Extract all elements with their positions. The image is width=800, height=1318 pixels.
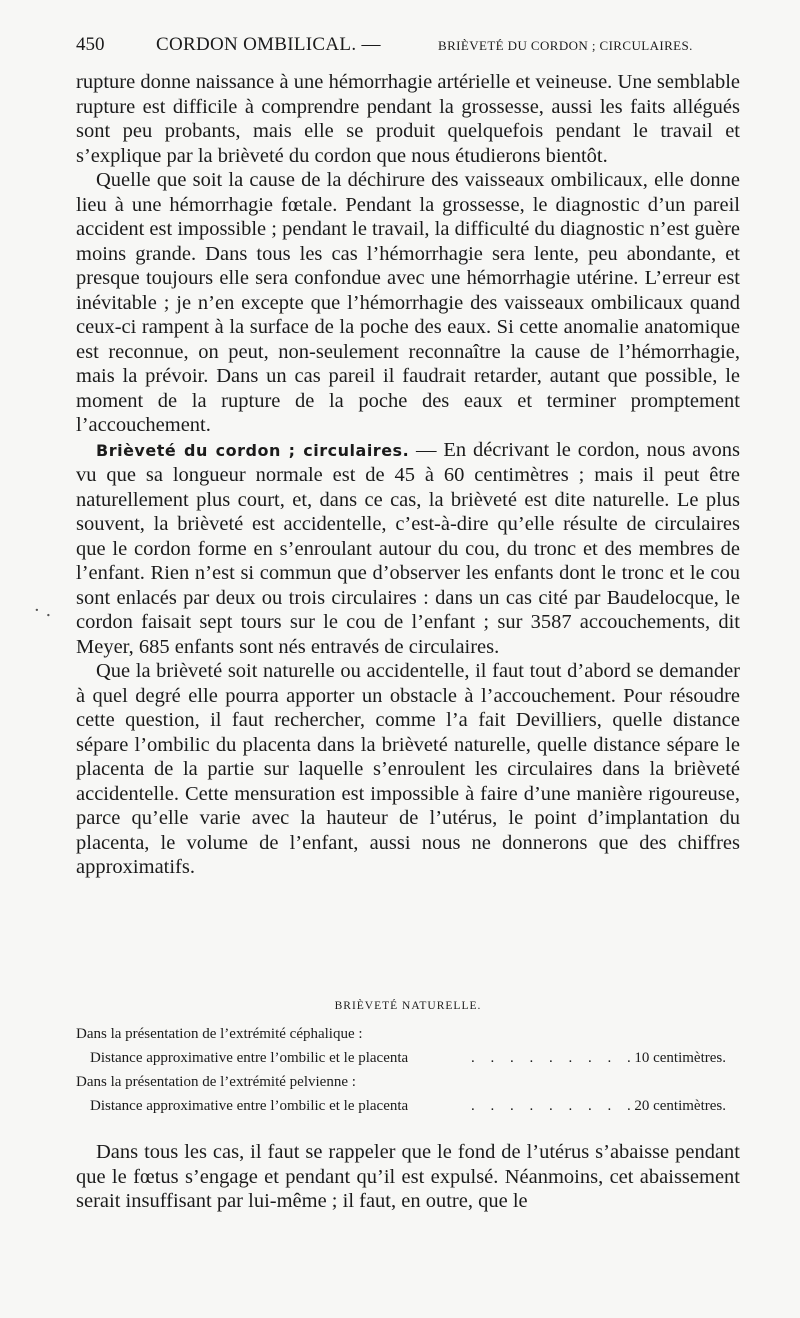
paragraph-with-heading [76, 438, 740, 660]
header-title-text: CORDON OMBILICAL. [156, 34, 357, 55]
measurement-table [76, 1000, 740, 1118]
row-label: Distance approximative entre l’ombilic et le placenta [90, 1050, 409, 1066]
paragraph: Quelle que soit la cause de la déchirure des vaisseaux ombilicaux, elle donne lieu à une hémorrhagie fœtale. Pendant la grossesse, le diagnostic d’un pareil accident est impossible ; pendant le travail, la difficulté du diagnostic n’est guère moins grande. Dans tous les cas l’hémorrhagie sera lente, peu abondante, et presque toujours elle sera confondue avec une hémorrhagie utérine. L’erreur est inévitable ; je n’en excepte que l’hémorrhagie des vaisseaux ombilicaux quand ceux-ci rampent à la surface de la poche des eaux. Si cette anomalie anatomique est reconnue, on peut, non-seulement reconnaître la cause de l’hémorrhagie, mais la prévoir. Dans un cas pareil il faudrait retarder, autant que possible, le moment de la rupture de la poche des eaux et terminer promptement l’accouchement. [76, 169, 740, 436]
running-header [76, 34, 756, 60]
table-row [76, 1022, 740, 1046]
page-number: 450 [76, 34, 105, 55]
row-value: 10 centimètres. [634, 1050, 726, 1066]
row-label: Distance approximative entre l’ombilic et le placenta [90, 1098, 409, 1114]
table-row [76, 1046, 740, 1070]
leader-dots: . . . . . . . . . [471, 1050, 637, 1066]
paragraph: Que la brièveté soit naturelle ou accidentelle, il faut tout d’abord se demander à quel degré elle pourra apporter un obstacle à l’accouchement. Pour résoudre cette question, il faut rechercher, comme l’a fait Devilliers, quelle distance sépare l’ombilic du placenta dans la brièveté naturelle, quelle distance sépare le placenta de la partie sur laquelle s’enroulent les circulaires dans la brièveté accidentelle. Cette mensuration est impossible à faire d’une manière rigoureuse, parce qu’elle varie avec la hauteur de l’utérus, le point d’implantation du placenta, le volume de l’enfant, aussi nous ne donnerons que des chiffres approximatifs. [76, 660, 740, 878]
closing-text [76, 1140, 740, 1214]
header-title [156, 34, 381, 56]
paragraph: Dans tous les cas, il faut se rappeler que le fond de l’utérus s’abaisse pendant que le fœtus s’engage et pendant qu’il est expulsé. Néanmoins, cet abaissement serait insuffisant par lui-même ; il faut, en outre, que le [76, 1141, 740, 1212]
header-subtitle: BRIÈVETÉ DU CORDON ; CIRCULAIRES. [438, 38, 693, 53]
row-label: Dans la présentation de l’extrémité pelvienne : [76, 1074, 356, 1090]
section-dash: — [409, 438, 444, 461]
header-dash: — [361, 34, 381, 55]
body-text [76, 70, 740, 880]
table-row [76, 1094, 740, 1118]
leader-dots: . . . . . . . . . [471, 1098, 637, 1114]
row-value: 20 centimètres. [634, 1098, 726, 1114]
paragraph: rupture donne naissance à une hémorrhagie artérielle et veineuse. Une semblable rupture est difficile à comprendre pendant la grossesse, aussi les faits allégués sont peu probants, mais elle se produit quelquefois pendant le travail et s’explique par la brièveté du cordon que nous étudierons bientôt. [76, 71, 740, 167]
table-title: BRIÈVETÉ NATURELLE. [334, 1000, 482, 1012]
paragraph-text: En décrivant le cordon, nous avons vu que sa longueur normale est de 45 à 60 centimètres ; mais il peut être naturellement plus court, et, dans ce cas, la brièveté est dite naturelle. Le plus souvent, la brièveté est accidentelle, c’est-à-dire qu’elle résulte de circulaires que le cordon forme en s’enroulant autour du cou, du tronc et des membres de l’enfant. Rien n’est si commun que d’observer les enfants dont le tronc et le cou sont enlacés par deux ou trois circulaires : dans un cas cité par Baudelocque, le cordon faisait sept tours sur le cou de l’enfant ; sur 3587 accouchements, dit Meyer, 685 enfants sont nés entravés de circulaires. [76, 438, 740, 658]
margin-mark: · . [34, 600, 52, 621]
table-row [76, 1070, 740, 1094]
section-heading: Brièveté du cordon ; circulaires. [96, 440, 410, 460]
row-label: Dans la présentation de l’extrémité céphalique : [76, 1026, 363, 1042]
